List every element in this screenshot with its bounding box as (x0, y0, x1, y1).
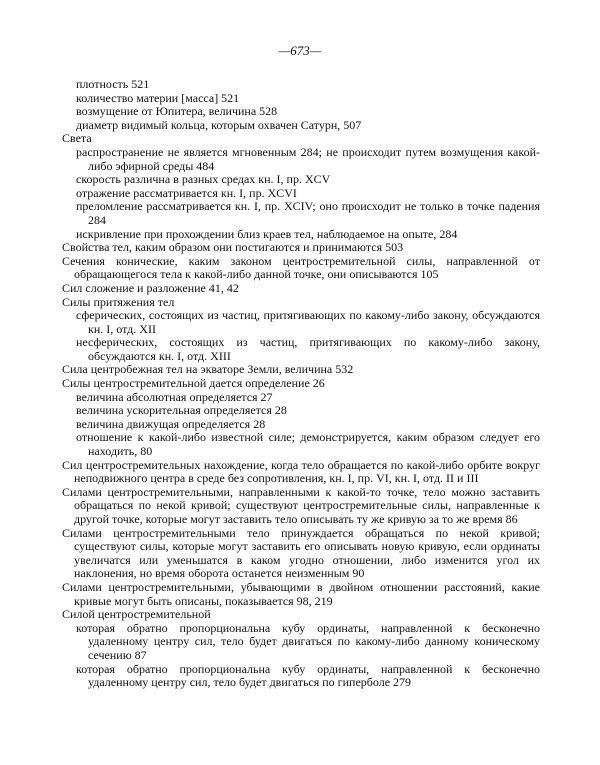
index-subentry: несферических, состоящих из частиц, притягивающих по какому-либо закону, обсуждаются кн. I, отд. XIII (76, 335, 540, 363)
index-heading: Силы притяжения тел (62, 294, 175, 309)
index-subentry: плотность 521 (76, 77, 150, 91)
index-subentry: величина движущая определяется 28 (76, 416, 266, 431)
index-subentry: искривление при прохождении близ краев тел, наблюдаемое на опыте, 284 (76, 226, 458, 241)
index-heading: Силами центростремительными, направленными к какой-то точке, тело можно заставить обращаться по некой кривой; существуют центростремительные силы, направленные к другой точке, которые могут заставить тело описывать ту же кривую за то же время 86 (62, 484, 540, 526)
index-heading: Силы центростремительной дается определение 26 (62, 376, 325, 391)
index-subentry: отношение к какой-либо известной силе; демонстрируется, каким образом следует его находить, 80 (76, 430, 540, 459)
index-subentry: которая обратно пропорциональна кубу ординаты, направленной к бесконечно удаленному центру сил, тело будет двигаться по какому-либо данному коническому сечению 87 (76, 620, 540, 662)
index-heading: Сил сложение и разложение 41, 42 (62, 280, 239, 295)
index-subentry: диаметр видимый кольца, которым охвачен Сатурн, 507 (76, 117, 362, 132)
index-heading: Силами центростремительными, убывающими в двойном отношении расстояний, какие кривые могут быть описаны, показывается 98, 219 (62, 579, 540, 608)
index-subentry: скорость различна в разных средах кн. I, пр. XCV (76, 172, 331, 187)
index-heading: Силой центростремительной (62, 607, 211, 622)
subject-index (62, 78, 540, 690)
index-heading: Свойства тел, каким образом они постигаются и принимаются 503 (62, 240, 404, 255)
index-subentry: сферических, состоящих из частиц, притягивающих по какому-либо закону, обсуждаются кн. I, отд. XII (76, 308, 540, 336)
index-subentry: величина ускорительная определяется 28 (76, 403, 287, 418)
index-heading: Света (62, 131, 92, 146)
index-heading: Сила центробежная тел на экваторе Земли, величина 532 (62, 362, 354, 377)
index-subentry: которая обратно пропорциональна кубу ординаты, направленной к бесконечно удаленному центру сил, тело будет двигаться по гиперболе 279 (76, 661, 540, 690)
index-subentry: отражение рассматривается кн. I, пр. XCVI (76, 185, 297, 200)
index-subentry: количество материи [масса] 521 (76, 90, 240, 105)
index-subentry: распространение не является мгновенным 284; не происходит путем возмущения какой-либо эфирной среды 484 (76, 144, 540, 173)
index-heading: Сил центростремительных нахождение, когда тело обращается по какой-либо орбите вокруг неподвижного центра в среде без сопротивления, кн. I, пр. VI, кн. I, отд. II и III (62, 457, 540, 486)
index-subentry: преломление рассматривается кн. I, пр. XCIV; оно происходит не только в точке падения 284 (76, 199, 540, 227)
index-subentry: величина абсолютная определяется 27 (76, 389, 273, 404)
index-subentry: возмущение от Юпитера, величина 528 (76, 104, 278, 119)
page-number: —673— (278, 43, 322, 58)
index-heading: Сечения конические, каким законом центростремительной силы, направленной от обращающегося тела к какой-либо данной точке, они описываются 105 (62, 253, 540, 282)
index-heading: Силами центростремительными тело принуждается обращаться по некой кривой; существуют силы, которые могут заставить его описывать новую кривую, если ординаты увеличатся или уменьшатся в каком угодно отношении, либо изменится угол их наклонения, но время оборота останется неизменным 90 (62, 525, 540, 581)
